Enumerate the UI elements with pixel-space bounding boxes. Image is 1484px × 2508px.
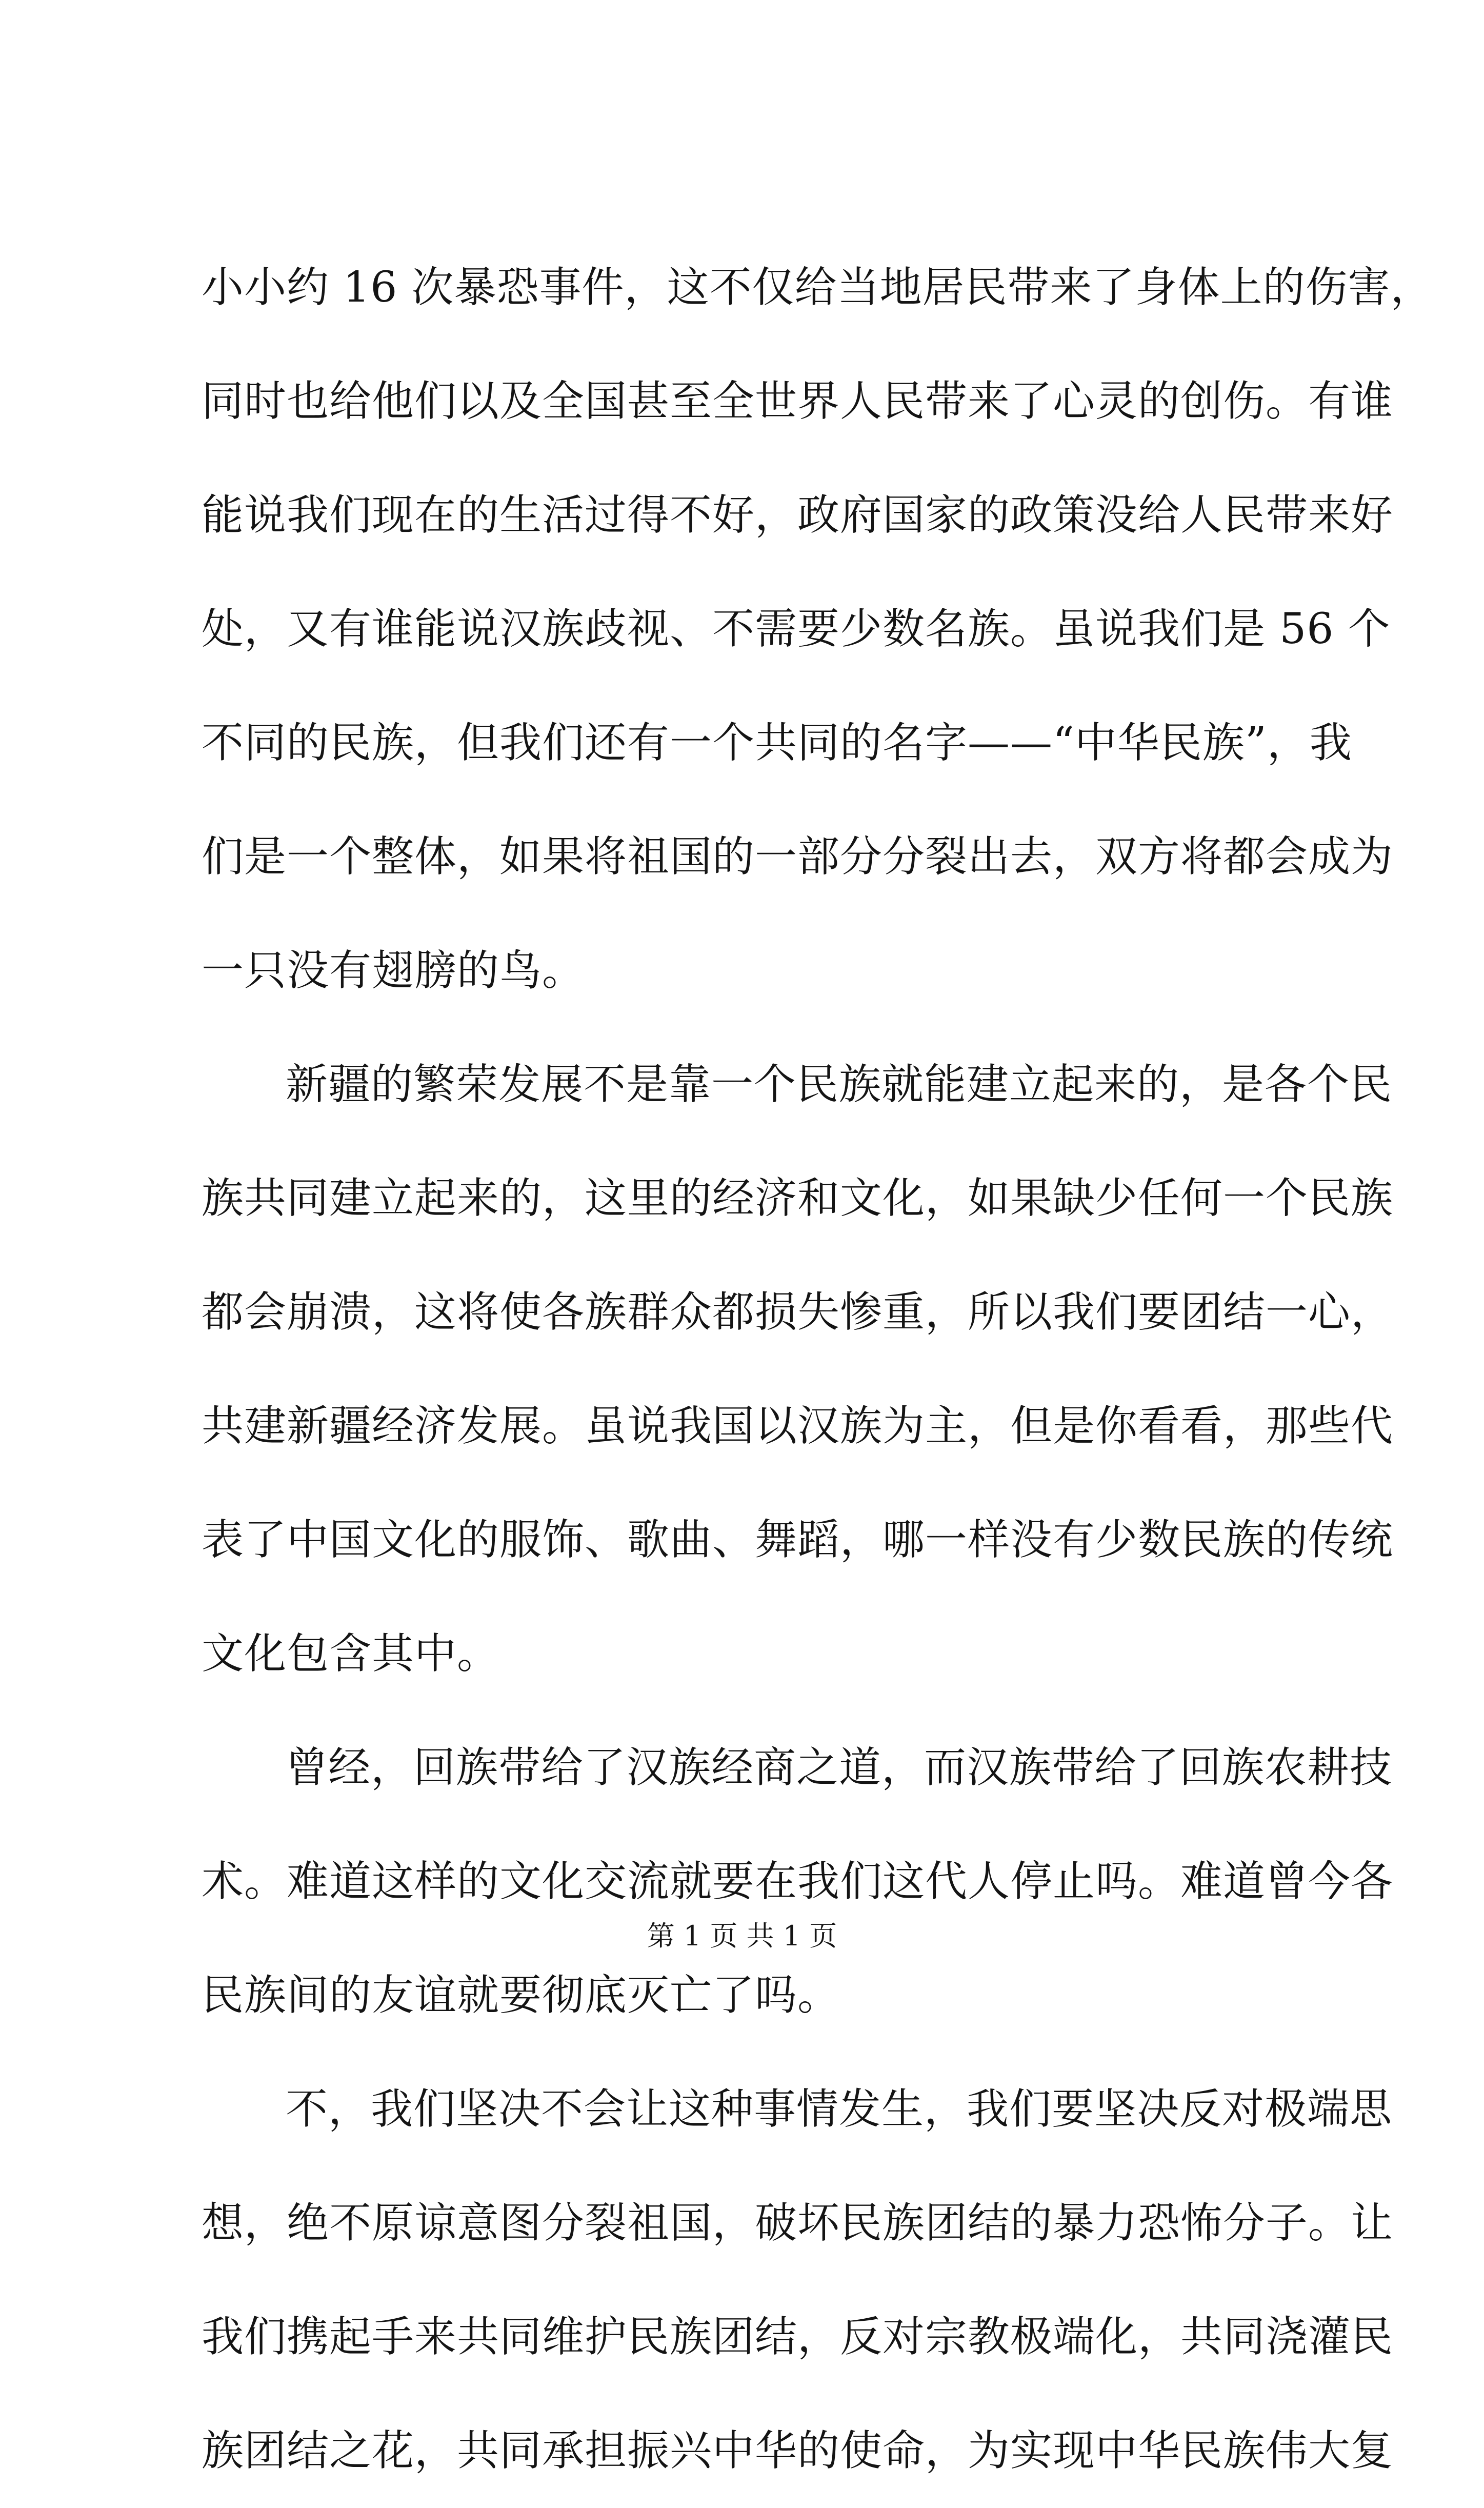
text-line: 一只没有翅膀的鸟。 (202, 946, 585, 995)
text-line: 能说我们现在的生活过得不好，政府国家的政策没给人民带来好 (202, 491, 1394, 540)
text-line: 想，绝不原谅意图分裂祖国，破坏民族团结的暴力恐怖分子。让 (202, 2199, 1394, 2247)
text-line: 文化包含其中。 (202, 1629, 500, 1678)
text-line: 小小约 16 次暴恐事件，这不仅给当地居民带来了身体上的伤害， (202, 263, 1433, 312)
paragraph-first-line: 新疆的繁荣发展不是靠一个民族就能建立起来的，是各个民 (286, 1060, 1393, 1109)
text-line: 共建新疆经济发展。虽说我国以汉族为主，但是你看看，那些代 (202, 1402, 1394, 1450)
text-line: 族团结之花，共同承担振兴中华的使命，为实现中华民族伟大复 (202, 2426, 1394, 2475)
body-text (202, 231, 1433, 2508)
text-line: 术。难道这样的文化交流就要在我们这代人停止吗。难道曾今各 (202, 1857, 1394, 1906)
text-line: 不同的民族，但我们还有一个共同的名字——“中华民族”，我 (202, 719, 1352, 767)
text-line: 都会崩溃，这将使各族群众都损失惨重，所以我们要团结一心， (202, 1288, 1394, 1337)
text-line: 表了中国文化的服饰、歌曲、舞蹈，哪一样没有少数民族的传统 (202, 1516, 1394, 1564)
text-line: 我们携起手来共同维护民族团结，反对宗教极端化，共同浇灌民 (202, 2313, 1394, 2361)
text-line: 同时也给他们以及全国甚至全世界人民带来了心灵的创伤。有谁 (202, 377, 1394, 426)
text-line: 处，又有谁能说汉族歧视、不需要少数名族。虽说我们是 56 个 (202, 605, 1391, 653)
paragraph-first-line: 曾经，回族带给了汉族经商之道，而汉族带给了回族农耕技 (286, 1743, 1393, 1792)
paragraph-first-line: 不，我们坚决不会让这种事情发生，我们要坚决反对极端思 (286, 2085, 1393, 2134)
text-line: 族共同建立起来的，这里的经济和文化，如果缺少任何一个民族 (202, 1174, 1394, 1223)
page-footer: 第 1 页 共 1 页 (647, 1920, 837, 1952)
text-line: 民族间的友谊就要彻底灭亡了吗。 (202, 1971, 840, 2020)
text-line: 们是一个整体，如果将祖国的一部分分裂出去，双方将都会成为 (202, 832, 1394, 881)
